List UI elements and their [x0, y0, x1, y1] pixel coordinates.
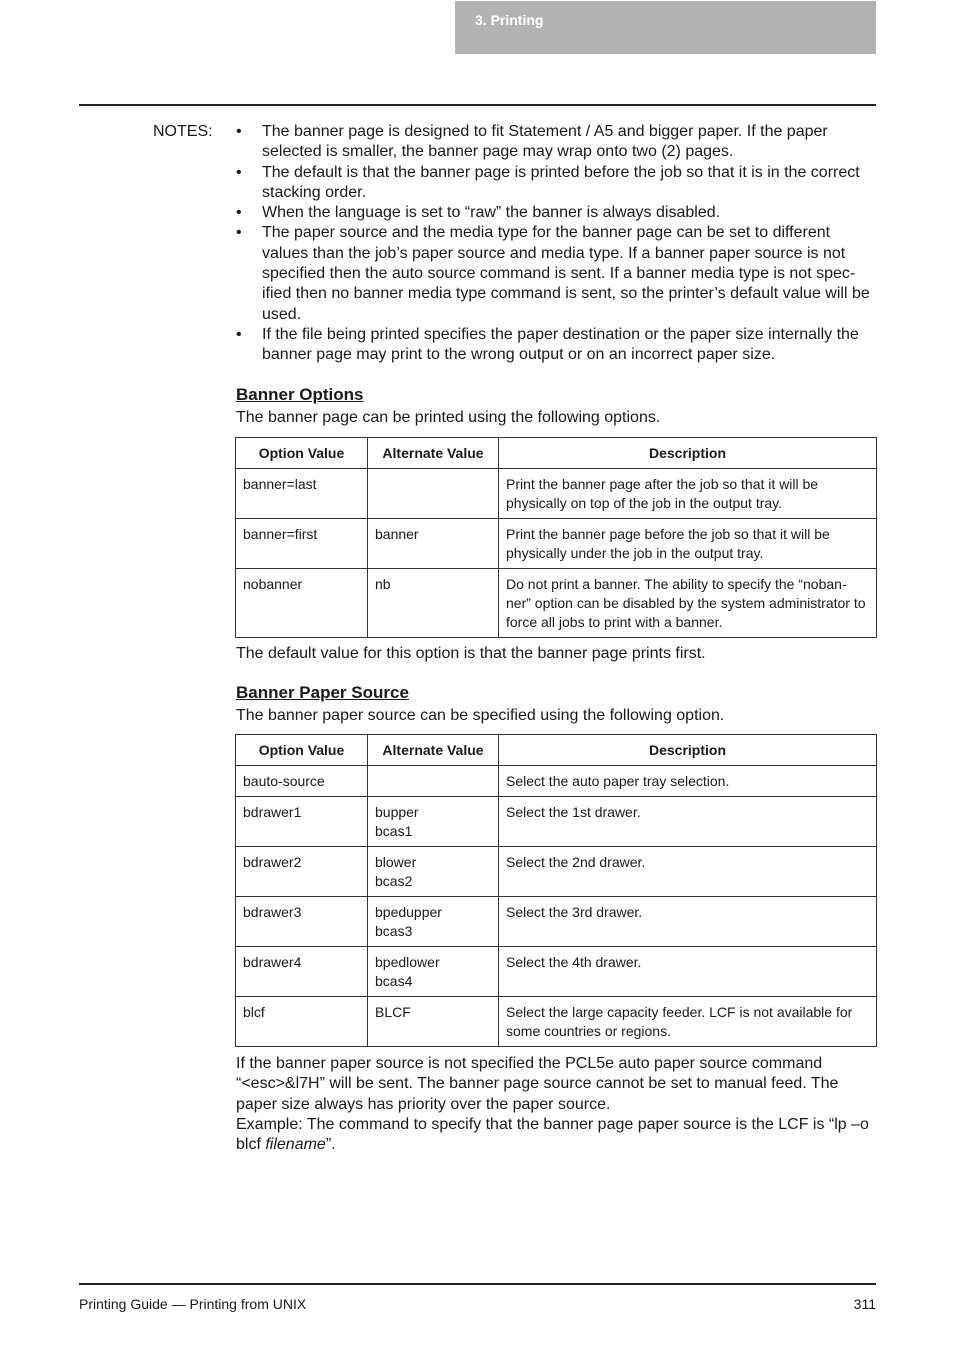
option-cell: blcf	[236, 997, 368, 1047]
option-cell: bdrawer3	[236, 897, 368, 947]
alternate-cell: nb	[368, 569, 499, 638]
table-row	[236, 947, 877, 997]
note-text: The banner page is designed to fit Statement / A5 and bigger paper. If the paper selected is smaller, the banner page may wrap onto two (2) pages.	[262, 123, 828, 161]
note-item	[236, 163, 876, 204]
alternate-cell: blower bcas2	[368, 847, 499, 897]
column-header-alternate: Alternate Value	[368, 438, 499, 469]
chapter-title: 3. Printing	[475, 12, 544, 28]
table-row	[236, 847, 877, 897]
table-row	[236, 797, 877, 847]
example-lead: Example: The command to specify that the banner page paper source is the LCF is “lp –o blcf	[236, 1116, 869, 1154]
alternate-cell: BLCF	[368, 997, 499, 1047]
description-cell: Select the 1st drawer.	[499, 797, 877, 847]
description-cell: Select the large capacity feeder. LCF is not available for some countries or regions.	[499, 997, 877, 1047]
bullet: •	[236, 325, 242, 343]
table-row	[236, 766, 877, 797]
alternate-cell: bupper bcas1	[368, 797, 499, 847]
banner-paper-source-note: If the banner paper source is not specified the PCL5e auto paper source command “<esc>&l7H” will be sent. The banner page source cannot be set to manual feed. The paper size always has priority over the paper source.	[236, 1055, 839, 1113]
footer-title: Printing Guide — Printing from UNIX	[79, 1296, 307, 1312]
alternate-cell: bpedlower bcas4	[368, 947, 499, 997]
bullet: •	[236, 204, 242, 222]
option-cell: bdrawer2	[236, 847, 368, 897]
notes-label: NOTES:	[153, 123, 213, 140]
bullet: •	[236, 163, 242, 181]
note-text: When the language is set to “raw” the banner is always disabled.	[262, 204, 721, 222]
banner-paper-source-example	[236, 1115, 876, 1156]
note-text: The paper source and the media type for the banner page can be set to different values than the job’s paper source and media type. If a banner paper source is not specified then the auto source command is sent. If a banner media type is not spec- ified then no banner media type command is sent, so the printer’s default value will be used.	[262, 224, 870, 323]
note-text: If the file being printed specifies the paper destination or the paper size internally the banner page may print to the wrong output or on an incorrect paper size.	[262, 325, 859, 364]
note-item	[236, 325, 876, 366]
banner-options-intro: The banner page can be printed using the following options.	[236, 409, 661, 426]
description-cell: Select the 3rd drawer.	[499, 897, 877, 947]
option-cell: bdrawer1	[236, 797, 368, 847]
option-cell: bdrawer4	[236, 947, 368, 997]
banner-options-heading: Banner Options	[236, 385, 364, 404]
table-row	[236, 569, 877, 638]
alternate-cell: bpedupper bcas3	[368, 897, 499, 947]
alternate-cell	[368, 469, 499, 519]
banner-paper-source-heading: Banner Paper Source	[236, 683, 409, 702]
chapter-tab	[455, 1, 876, 54]
table-row	[236, 469, 877, 519]
description-cell: Select the 4th drawer.	[499, 947, 877, 997]
example-filename: filename	[265, 1136, 326, 1154]
column-header-option: Option Value	[236, 735, 368, 766]
banner-options-table	[235, 437, 877, 638]
alternate-cell	[368, 766, 499, 797]
description-cell: Print the banner page before the job so that it will be physically under the job in the output tray.	[499, 519, 877, 569]
notes-list	[236, 122, 876, 366]
table-row	[236, 519, 877, 569]
banner-options-default: The default value for this option is that the banner page prints first.	[236, 645, 706, 662]
description-cell: Do not print a banner. The ability to specify the “noban- ner” option can be disabled by the system administrator to force all jobs to print with a banner.	[499, 569, 877, 638]
option-cell: banner=first	[236, 519, 368, 569]
option-cell: nobanner	[236, 569, 368, 638]
description-cell: Select the 2nd drawer.	[499, 847, 877, 897]
note-item	[236, 122, 876, 163]
option-cell: banner=last	[236, 469, 368, 519]
column-header-option: Option Value	[236, 438, 368, 469]
column-header-description: Description	[499, 438, 877, 469]
table-row	[236, 897, 877, 947]
bottom-rule	[79, 1283, 876, 1285]
option-cell: bauto-source	[236, 766, 368, 797]
note-item	[236, 203, 876, 223]
bullet: •	[236, 224, 242, 242]
column-header-alternate: Alternate Value	[368, 735, 499, 766]
table-row	[236, 997, 877, 1047]
bullet: •	[236, 123, 242, 140]
banner-paper-source-table	[235, 734, 877, 1047]
page-number: 311	[853, 1296, 876, 1312]
alternate-cell: banner	[368, 519, 499, 569]
description-cell: Select the auto paper tray selection.	[499, 766, 877, 797]
description-cell: Print the banner page after the job so that it will be physically on top of the job in the output tray.	[499, 469, 877, 519]
note-item	[236, 223, 876, 324]
column-header-description: Description	[499, 735, 877, 766]
banner-paper-source-intro: The banner paper source can be specified using the following option.	[236, 707, 725, 724]
example-tail: ”.	[325, 1136, 336, 1154]
top-rule	[79, 104, 876, 106]
table-header-row	[236, 735, 877, 766]
note-text: The default is that the banner page is printed before the job so that it is in the correct stacking order.	[262, 163, 860, 201]
table-header-row	[236, 438, 877, 469]
